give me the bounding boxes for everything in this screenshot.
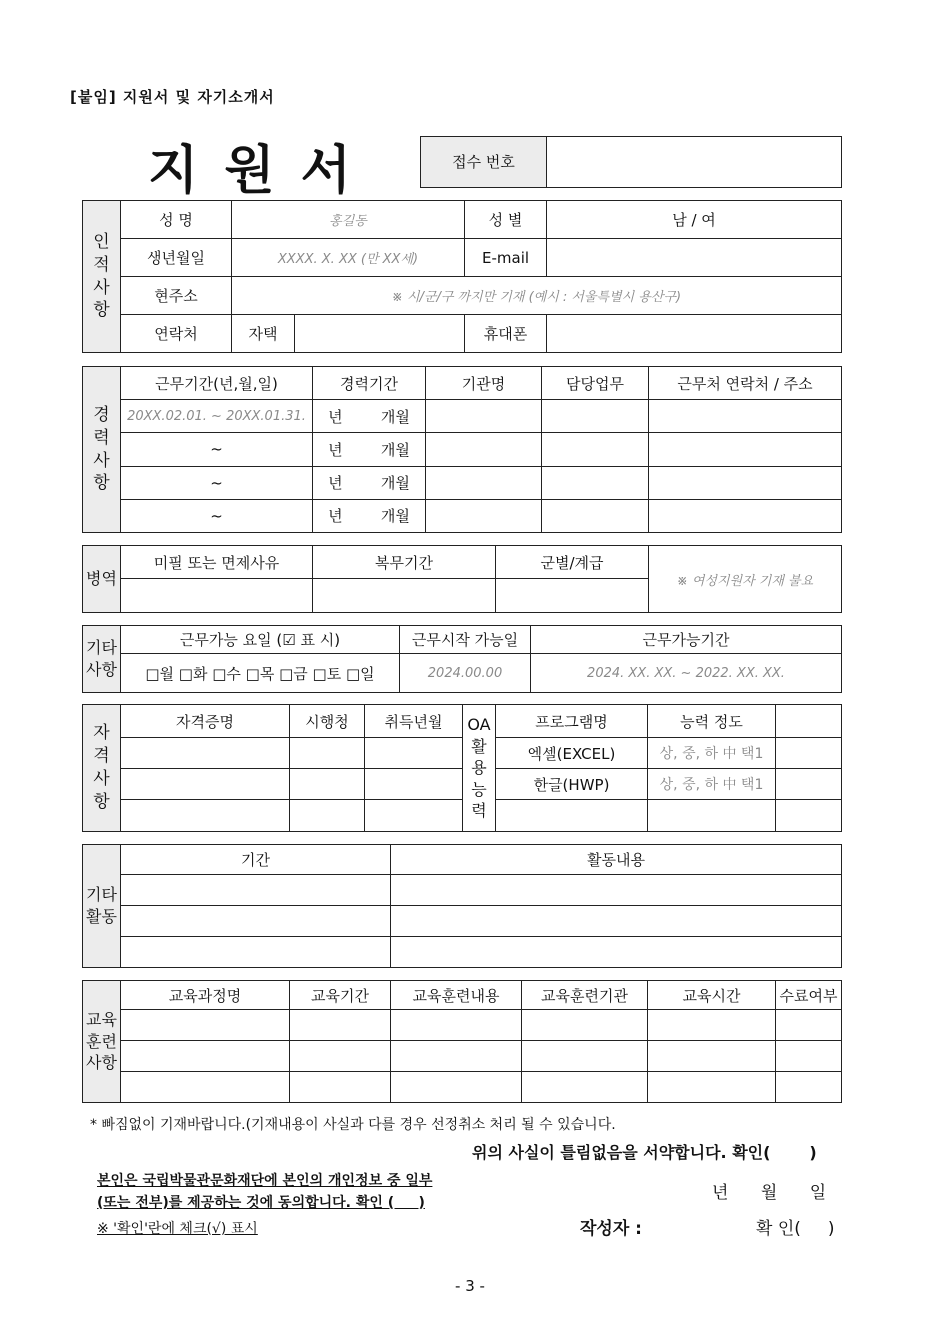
- career-duration-field[interactable]: 년 개월: [313, 400, 426, 433]
- career-contact-field[interactable]: [649, 400, 842, 433]
- branch-rank-field[interactable]: [496, 579, 649, 613]
- training-cell[interactable]: [391, 1010, 522, 1041]
- career-duty-field[interactable]: [542, 466, 649, 499]
- available-period-field[interactable]: 2024. XX. XX. ~ 2022. XX. XX.: [531, 654, 842, 693]
- activity-section-label: 기타 활동: [83, 845, 121, 968]
- personal-section-label: 인 적 사 항: [83, 201, 121, 353]
- email-field[interactable]: [547, 239, 842, 277]
- activity-content-field[interactable]: [391, 906, 842, 937]
- birth-label: 생년월일: [121, 239, 232, 277]
- activity-header: 활동내용: [391, 845, 842, 875]
- career-section-label: 경 력 사 항: [83, 367, 121, 533]
- receipt-number-box: [420, 136, 842, 188]
- training-table: [82, 980, 842, 1103]
- start-date-field[interactable]: 2024.00.00: [400, 654, 531, 693]
- oa-program-name: 엑셀(EXCEL): [496, 738, 648, 769]
- home-phone-label: 자택: [232, 315, 295, 353]
- training-cell[interactable]: [121, 1010, 290, 1041]
- career-period-field[interactable]: ~: [121, 433, 313, 466]
- license-name-field[interactable]: [121, 769, 290, 800]
- check-note: ※ '확인'란에 체크(√) 표시: [97, 1221, 258, 1237]
- career-header: 근무기간(년,월,일): [121, 367, 313, 400]
- career-duty-field[interactable]: [542, 400, 649, 433]
- gender-field[interactable]: 남 / 여: [547, 201, 842, 239]
- training-cell[interactable]: [776, 1041, 842, 1072]
- start-date-header: 근무시작 가능일: [400, 626, 531, 654]
- attachment-title: [붙임] 지원서 및 자기소개서: [70, 88, 275, 106]
- mobile-field[interactable]: [547, 315, 842, 353]
- training-header: 교육시간: [648, 981, 776, 1010]
- activity-period-field[interactable]: [121, 906, 391, 937]
- career-duty-field[interactable]: [542, 499, 649, 532]
- career-header: 근무처 연락처 / 주소: [649, 367, 842, 400]
- oa-header: 능력 정도: [648, 705, 776, 738]
- license-issuer-field[interactable]: [290, 738, 365, 769]
- notice-text: * 빠짐없이 기재바랍니다.(기재내용이 사실과 다를 경우 선정취소 처리 될 수 있습니다.: [90, 1117, 616, 1133]
- oa-level-field[interactable]: 상, 중, 하 中 택1: [648, 769, 776, 800]
- license-name-field[interactable]: [121, 738, 290, 769]
- license-table: [82, 704, 842, 832]
- oa-header: 프로그램명: [496, 705, 648, 738]
- training-header: 교육훈련내용: [391, 981, 522, 1010]
- license-header: 취득년월: [365, 705, 463, 738]
- oa-level-field[interactable]: 상, 중, 하 中 택1: [648, 738, 776, 769]
- license-date-field[interactable]: [365, 738, 463, 769]
- oa-section-label: OA 활 용 능 력: [463, 705, 496, 832]
- career-org-field[interactable]: [426, 466, 542, 499]
- career-period-field[interactable]: ~: [121, 466, 313, 499]
- training-cell[interactable]: [776, 1010, 842, 1041]
- available-days-header: 근무가능 요일 (☑ 표 시): [121, 626, 400, 654]
- writer-label: 작성자 :: [580, 1219, 642, 1239]
- career-duty-field[interactable]: [542, 433, 649, 466]
- career-header: 경력기간: [313, 367, 426, 400]
- career-contact-field[interactable]: [649, 466, 842, 499]
- oa-program-field[interactable]: [496, 800, 648, 832]
- career-header: 담당업무: [542, 367, 649, 400]
- receipt-number-field[interactable]: [547, 137, 842, 188]
- name-label: 성 명: [121, 201, 232, 239]
- license-section-label: 자 격 사 항: [83, 705, 121, 832]
- career-contact-field[interactable]: [649, 499, 842, 532]
- training-cell[interactable]: [648, 1072, 776, 1103]
- career-org-field[interactable]: [426, 433, 542, 466]
- oa-extra-cell[interactable]: [776, 738, 842, 769]
- training-cell[interactable]: [776, 1072, 842, 1103]
- etc-section-label: 기타 사항: [83, 626, 121, 693]
- career-duration-field[interactable]: 년 개월: [313, 433, 426, 466]
- training-cell[interactable]: [121, 1041, 290, 1072]
- document-title: 지 원 서: [148, 141, 355, 201]
- training-cell[interactable]: [391, 1072, 522, 1103]
- career-table: [82, 366, 842, 533]
- exemption-reason-field[interactable]: [121, 579, 313, 613]
- military-note: ※ 여성지원자 기재 불요: [649, 546, 842, 613]
- training-cell[interactable]: [391, 1041, 522, 1072]
- training-cell[interactable]: [121, 1072, 290, 1103]
- oa-extra-cell[interactable]: [776, 800, 842, 832]
- available-period-header: 근무가능기간: [531, 626, 842, 654]
- license-issuer-field[interactable]: [290, 769, 365, 800]
- license-date-field[interactable]: [365, 769, 463, 800]
- name-field[interactable]: 홍길동: [232, 201, 465, 239]
- career-header: 기관명: [426, 367, 542, 400]
- training-cell[interactable]: [648, 1010, 776, 1041]
- career-period-field[interactable]: 20XX.02.01. ~ 20XX.01.31.: [121, 400, 313, 433]
- training-cell[interactable]: [290, 1041, 391, 1072]
- training-cell[interactable]: [648, 1041, 776, 1072]
- receipt-number-label: 접수 번호: [421, 137, 547, 188]
- career-contact-field[interactable]: [649, 433, 842, 466]
- email-label: E-mail: [465, 239, 547, 277]
- training-header: 교육과정명: [121, 981, 290, 1010]
- birth-field[interactable]: XXXX. X. XX (만 XX세): [232, 239, 465, 277]
- military-header: 미필 또는 면제사유: [121, 546, 313, 579]
- oa-extra-cell[interactable]: [776, 769, 842, 800]
- training-section-label: 교육 훈련 사항: [83, 981, 121, 1103]
- date-line[interactable]: 년 월 일: [712, 1183, 827, 1203]
- oa-program-name: 한글(HWP): [496, 769, 648, 800]
- career-period-field[interactable]: ~: [121, 499, 313, 532]
- oa-level-field[interactable]: [648, 800, 776, 832]
- training-cell[interactable]: [290, 1010, 391, 1041]
- pledge-text: 위의 사실이 틀림없음을 서약합니다. 확인( ): [472, 1143, 817, 1162]
- military-table: [82, 545, 842, 613]
- license-header: 자격증명: [121, 705, 290, 738]
- license-date-field[interactable]: [365, 800, 463, 832]
- license-issuer-field[interactable]: [290, 800, 365, 832]
- address-field[interactable]: ※ 시/군/구 까지만 기재 (예시 : 서울특별시 용산구): [232, 277, 842, 315]
- career-org-field[interactable]: [426, 499, 542, 532]
- training-cell[interactable]: [522, 1041, 648, 1072]
- etc-table: [82, 625, 842, 693]
- activity-period-field[interactable]: [121, 875, 391, 906]
- gender-label: 성 별: [465, 201, 547, 239]
- activity-content-field[interactable]: [391, 937, 842, 968]
- training-header: 수료여부: [776, 981, 842, 1010]
- consent-line-2: (또는 전부)를 제공하는 것에 동의합니다. 확인 ( ): [97, 1195, 425, 1211]
- training-header: 교육기간: [290, 981, 391, 1010]
- address-label: 현주소: [121, 277, 232, 315]
- writer-confirm[interactable]: 확 인( ): [756, 1219, 835, 1239]
- activity-header: 기간: [121, 845, 391, 875]
- military-header: 복무기간: [313, 546, 496, 579]
- consent-line-1: 본인은 국립박물관문화재단에 본인의 개인정보 중 일부: [97, 1173, 433, 1189]
- personal-info-table: [82, 200, 842, 353]
- license-name-field[interactable]: [121, 800, 290, 832]
- contact-label: 연락처: [121, 315, 232, 353]
- career-org-field[interactable]: [426, 400, 542, 433]
- page-number: - 3 -: [455, 1277, 485, 1295]
- training-cell[interactable]: [290, 1072, 391, 1103]
- activity-period-field[interactable]: [121, 937, 391, 968]
- available-days-checkboxes[interactable]: □월 □화 □수 □목 □금 □토 □일: [121, 654, 400, 693]
- military-header: 군별/계급: [496, 546, 649, 579]
- license-header: 시행청: [290, 705, 365, 738]
- mobile-label: 휴대폰: [465, 315, 547, 353]
- career-duration-field[interactable]: 년 개월: [313, 466, 426, 499]
- activity-content-field[interactable]: [391, 875, 842, 906]
- oa-extra-cell[interactable]: [776, 705, 842, 738]
- military-section-label: 병역: [83, 546, 121, 613]
- activity-table: [82, 844, 842, 968]
- home-phone-field[interactable]: [295, 315, 465, 353]
- career-duration-field[interactable]: 년 개월: [313, 499, 426, 532]
- training-header: 교육훈련기관: [522, 981, 648, 1010]
- service-period-field[interactable]: [313, 579, 496, 613]
- training-cell[interactable]: [522, 1072, 648, 1103]
- training-cell[interactable]: [522, 1010, 648, 1041]
